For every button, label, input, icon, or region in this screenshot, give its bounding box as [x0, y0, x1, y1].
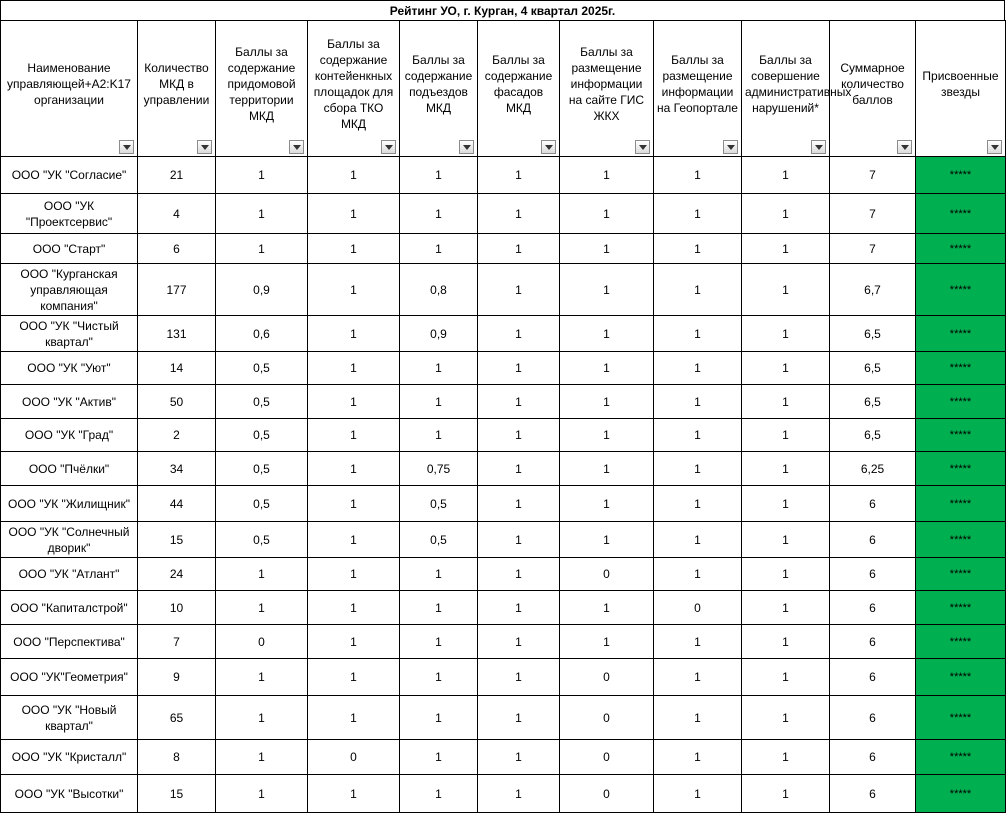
filter-dropdown-icon[interactable]: [897, 140, 912, 154]
cell-violations-score[interactable]: 1: [742, 522, 830, 558]
table-row: [1, 264, 1006, 316]
cell-facade-score[interactable]: 1: [478, 522, 560, 558]
cell-entrance-score[interactable]: 1: [400, 157, 478, 194]
cell-geoportal-score[interactable]: 1: [654, 775, 742, 813]
cell-gis-score[interactable]: 1: [560, 194, 654, 234]
cell-gis-score[interactable]: 1: [560, 157, 654, 194]
cell-container-score[interactable]: 1: [308, 264, 400, 316]
cell-total-score[interactable]: 6: [830, 696, 916, 740]
cell-yard-score[interactable]: 1: [216, 194, 308, 234]
filter-dropdown-icon[interactable]: [635, 140, 650, 154]
table-body: [1, 157, 1006, 813]
cell-total-score[interactable]: 6: [830, 625, 916, 659]
table-row: [1, 385, 1006, 419]
cell-stars[interactable]: *****: [916, 775, 1006, 813]
cell-entrance-score[interactable]: 1: [400, 696, 478, 740]
table-row: [1, 352, 1006, 385]
table-row: [1, 486, 1006, 522]
cell-stars[interactable]: *****: [916, 452, 1006, 486]
cell-yard-score[interactable]: 0,6: [216, 316, 308, 352]
cell-mkd-count[interactable]: 10: [138, 591, 216, 625]
cell-stars[interactable]: *****: [916, 316, 1006, 352]
filter-dropdown-icon[interactable]: [541, 140, 556, 154]
header-label: Баллы за размещение информации на Геопортале: [657, 52, 738, 115]
cell-mkd-count[interactable]: 44: [138, 486, 216, 522]
cell-geoportal-score[interactable]: 1: [654, 194, 742, 234]
filter-dropdown-icon[interactable]: [723, 140, 738, 154]
cell-yard-score[interactable]: 1: [216, 234, 308, 264]
cell-org-name[interactable]: ООО "Перспектива": [1, 625, 138, 659]
cell-container-score[interactable]: 1: [308, 385, 400, 419]
cell-gis-score[interactable]: 0: [560, 775, 654, 813]
cell-org-name[interactable]: ООО "Пчёлки": [1, 452, 138, 486]
cell-violations-score[interactable]: 1: [742, 740, 830, 775]
cell-geoportal-score[interactable]: 1: [654, 452, 742, 486]
cell-org-name[interactable]: ООО "УК "Жилищник": [1, 486, 138, 522]
cell-geoportal-score[interactable]: 1: [654, 558, 742, 591]
cell-violations-score[interactable]: 1: [742, 316, 830, 352]
cell-mkd-count[interactable]: 21: [138, 157, 216, 194]
cell-stars[interactable]: *****: [916, 264, 1006, 316]
cell-org-name[interactable]: ООО "УК"Геометрия": [1, 659, 138, 696]
table-row: [1, 659, 1006, 696]
cell-entrance-score[interactable]: 1: [400, 591, 478, 625]
cell-entrance-score[interactable]: 1: [400, 234, 478, 264]
cell-violations-score[interactable]: 1: [742, 419, 830, 452]
header-label: Баллы за содержание фасадов МКД: [484, 52, 553, 115]
cell-org-name[interactable]: ООО "УК "Проектсервис": [1, 194, 138, 234]
table-row: [1, 316, 1006, 352]
cell-stars[interactable]: *****: [916, 157, 1006, 194]
header-container-score: [308, 21, 400, 157]
cell-geoportal-score[interactable]: 1: [654, 740, 742, 775]
cell-violations-score[interactable]: 1: [742, 625, 830, 659]
cell-entrance-score[interactable]: 1: [400, 194, 478, 234]
cell-geoportal-score[interactable]: 1: [654, 352, 742, 385]
header-label: Баллы за содержание подъездов МКД: [404, 52, 473, 115]
cell-org-name[interactable]: ООО "УК "Высотки": [1, 775, 138, 813]
cell-container-score[interactable]: 1: [308, 522, 400, 558]
cell-total-score[interactable]: 6: [830, 558, 916, 591]
cell-entrance-score[interactable]: 0,5: [400, 486, 478, 522]
cell-geoportal-score[interactable]: 1: [654, 486, 742, 522]
cell-yard-score[interactable]: 0,5: [216, 385, 308, 419]
cell-gis-score[interactable]: 1: [560, 352, 654, 385]
cell-gis-score[interactable]: 1: [560, 486, 654, 522]
filter-dropdown-icon[interactable]: [197, 140, 212, 154]
cell-facade-score[interactable]: 1: [478, 740, 560, 775]
cell-facade-score[interactable]: 1: [478, 194, 560, 234]
filter-dropdown-icon[interactable]: [381, 140, 396, 154]
cell-mkd-count[interactable]: 65: [138, 696, 216, 740]
cell-yard-score[interactable]: 1: [216, 740, 308, 775]
cell-facade-score[interactable]: 1: [478, 625, 560, 659]
cell-facade-score[interactable]: 1: [478, 558, 560, 591]
header-label: Баллы за размещение информации на сайте ГИС ЖКХ: [568, 44, 645, 123]
cell-violations-score[interactable]: 1: [742, 264, 830, 316]
cell-total-score[interactable]: 6: [830, 522, 916, 558]
table-row: [1, 522, 1006, 558]
table-row: [1, 558, 1006, 591]
cell-geoportal-score[interactable]: 1: [654, 522, 742, 558]
table-row: [1, 234, 1006, 264]
cell-total-score[interactable]: 6,5: [830, 316, 916, 352]
cell-violations-score[interactable]: 1: [742, 486, 830, 522]
cell-gis-score[interactable]: 1: [560, 234, 654, 264]
cell-container-score[interactable]: 1: [308, 558, 400, 591]
cell-yard-score[interactable]: 1: [216, 659, 308, 696]
header-label: Баллы за совершение административных нарушений*: [745, 52, 852, 115]
cell-org-name[interactable]: ООО "УК "Атлант": [1, 558, 138, 591]
cell-yard-score[interactable]: 0,5: [216, 352, 308, 385]
cell-stars[interactable]: *****: [916, 659, 1006, 696]
table-row: [1, 419, 1006, 452]
cell-facade-score[interactable]: 1: [478, 419, 560, 452]
cell-violations-score[interactable]: 1: [742, 157, 830, 194]
cell-total-score[interactable]: 6: [830, 740, 916, 775]
cell-org-name[interactable]: ООО "УК "Согласие": [1, 157, 138, 194]
cell-entrance-score[interactable]: 0,5: [400, 522, 478, 558]
header-row: [1, 21, 1006, 157]
cell-org-name[interactable]: ООО "УК "Солнечный дворик": [1, 522, 138, 558]
cell-mkd-count[interactable]: 2: [138, 419, 216, 452]
header-label: Баллы за содержание контейенкных площадок для сбора ТКО МКД: [313, 36, 394, 131]
cell-mkd-count[interactable]: 15: [138, 775, 216, 813]
cell-org-name[interactable]: ООО "Старт": [1, 234, 138, 264]
cell-mkd-count[interactable]: 131: [138, 316, 216, 352]
cell-facade-score[interactable]: 1: [478, 264, 560, 316]
cell-stars[interactable]: *****: [916, 234, 1006, 264]
cell-geoportal-score[interactable]: 1: [654, 234, 742, 264]
header-gis-score: [560, 21, 654, 157]
header-label: Количество МКД в управлении: [143, 60, 210, 107]
cell-entrance-score[interactable]: 1: [400, 625, 478, 659]
cell-violations-score[interactable]: 1: [742, 352, 830, 385]
cell-geoportal-score[interactable]: 1: [654, 696, 742, 740]
sheet-title: Рейтинг УО, г. Курган, 4 квартал 2025г.: [0, 0, 1005, 20]
cell-entrance-score[interactable]: 1: [400, 419, 478, 452]
cell-gis-score[interactable]: 1: [560, 316, 654, 352]
cell-geoportal-score[interactable]: 1: [654, 625, 742, 659]
cell-violations-score[interactable]: 1: [742, 696, 830, 740]
cell-gis-score[interactable]: 1: [560, 625, 654, 659]
cell-total-score[interactable]: 6,7: [830, 264, 916, 316]
cell-org-name[interactable]: ООО "УК "Град": [1, 419, 138, 452]
header-label: Наименование управляющей+A2:K17 организации: [7, 60, 131, 107]
cell-stars[interactable]: *****: [916, 740, 1006, 775]
cell-yard-score[interactable]: 1: [216, 157, 308, 194]
cell-facade-score[interactable]: 1: [478, 385, 560, 419]
cell-violations-score[interactable]: 1: [742, 234, 830, 264]
cell-stars[interactable]: *****: [916, 352, 1006, 385]
filter-dropdown-icon[interactable]: [811, 140, 826, 154]
cell-gis-score[interactable]: 0: [560, 558, 654, 591]
cell-container-score[interactable]: 1: [308, 591, 400, 625]
cell-entrance-score[interactable]: 1: [400, 740, 478, 775]
cell-container-score[interactable]: 1: [308, 234, 400, 264]
cell-container-score[interactable]: 1: [308, 419, 400, 452]
cell-yard-score[interactable]: 0,5: [216, 452, 308, 486]
header-violations-score: [742, 21, 852, 157]
cell-org-name[interactable]: ООО "Курганская управляющая компания": [1, 264, 138, 316]
cell-geoportal-score[interactable]: 1: [654, 157, 742, 194]
filter-dropdown-icon[interactable]: [459, 140, 474, 154]
cell-yard-score[interactable]: 0,5: [216, 522, 308, 558]
cell-container-score[interactable]: 1: [308, 452, 400, 486]
cell-container-score[interactable]: 1: [308, 352, 400, 385]
cell-org-name[interactable]: ООО "УК "Уют": [1, 352, 138, 385]
cell-yard-score[interactable]: 1: [216, 558, 308, 591]
cell-facade-score[interactable]: 1: [478, 157, 560, 194]
filter-dropdown-icon[interactable]: [119, 140, 134, 154]
cell-entrance-score[interactable]: 1: [400, 775, 478, 813]
cell-stars[interactable]: *****: [916, 558, 1006, 591]
cell-violations-score[interactable]: 1: [742, 659, 830, 696]
cell-mkd-count[interactable]: 9: [138, 659, 216, 696]
header-label: Баллы за содержание придомовой территории МКД: [227, 44, 296, 123]
cell-org-name[interactable]: ООО "УК "Новый квартал": [1, 696, 138, 740]
table-row: [1, 625, 1006, 659]
cell-gis-score[interactable]: 1: [560, 591, 654, 625]
cell-facade-score[interactable]: 1: [478, 775, 560, 813]
cell-container-score[interactable]: 1: [308, 659, 400, 696]
cell-geoportal-score[interactable]: 1: [654, 419, 742, 452]
cell-container-score[interactable]: 1: [308, 194, 400, 234]
cell-org-name[interactable]: ООО "УК "Актив": [1, 385, 138, 419]
filter-dropdown-icon[interactable]: [289, 140, 304, 154]
table-row: [1, 157, 1006, 194]
cell-org-name[interactable]: ООО "УК "Чистый квартал": [1, 316, 138, 352]
cell-container-score[interactable]: 0: [308, 740, 400, 775]
table-row: [1, 591, 1006, 625]
cell-container-score[interactable]: 1: [308, 316, 400, 352]
cell-mkd-count[interactable]: 15: [138, 522, 216, 558]
cell-mkd-count[interactable]: 24: [138, 558, 216, 591]
header-yard-score: [216, 21, 308, 157]
cell-total-score[interactable]: 6,25: [830, 452, 916, 486]
header-facade-score: [478, 21, 560, 157]
cell-gis-score[interactable]: 1: [560, 385, 654, 419]
header-total-score: [830, 21, 916, 157]
cell-facade-score[interactable]: 1: [478, 234, 560, 264]
cell-yard-score[interactable]: 0: [216, 625, 308, 659]
cell-org-name[interactable]: ООО "Капиталстрой": [1, 591, 138, 625]
cell-yard-score[interactable]: 0,5: [216, 486, 308, 522]
cell-stars[interactable]: *****: [916, 194, 1006, 234]
header-entrance-score: [400, 21, 478, 157]
cell-stars[interactable]: *****: [916, 696, 1006, 740]
cell-yard-score[interactable]: 1: [216, 591, 308, 625]
header-org-name: [1, 21, 138, 157]
cell-total-score[interactable]: 6: [830, 486, 916, 522]
cell-container-score[interactable]: 1: [308, 625, 400, 659]
header-geoportal-score: [654, 21, 742, 157]
cell-stars[interactable]: *****: [916, 486, 1006, 522]
table-row: [1, 775, 1006, 813]
cell-geoportal-score[interactable]: 0: [654, 591, 742, 625]
cell-mkd-count[interactable]: 4: [138, 194, 216, 234]
cell-violations-score[interactable]: 1: [742, 775, 830, 813]
cell-gis-score[interactable]: 0: [560, 740, 654, 775]
cell-mkd-count[interactable]: 14: [138, 352, 216, 385]
cell-facade-score[interactable]: 1: [478, 659, 560, 696]
cell-facade-score[interactable]: 1: [478, 352, 560, 385]
cell-geoportal-score[interactable]: 1: [654, 659, 742, 696]
cell-total-score[interactable]: 6: [830, 775, 916, 813]
cell-stars[interactable]: *****: [916, 385, 1006, 419]
cell-total-score[interactable]: 7: [830, 194, 916, 234]
cell-total-score[interactable]: 7: [830, 157, 916, 194]
cell-violations-score[interactable]: 1: [742, 194, 830, 234]
cell-geoportal-score[interactable]: 1: [654, 316, 742, 352]
cell-mkd-count[interactable]: 6: [138, 234, 216, 264]
cell-total-score[interactable]: 6,5: [830, 419, 916, 452]
cell-mkd-count[interactable]: 7: [138, 625, 216, 659]
cell-entrance-score[interactable]: 1: [400, 558, 478, 591]
cell-violations-score[interactable]: 1: [742, 558, 830, 591]
rating-table: [0, 20, 1006, 813]
cell-mkd-count[interactable]: 8: [138, 740, 216, 775]
header-stars: [916, 21, 1006, 157]
cell-yard-score[interactable]: 1: [216, 696, 308, 740]
cell-org-name[interactable]: ООО "УК "Кристалл": [1, 740, 138, 775]
cell-facade-score[interactable]: 1: [478, 591, 560, 625]
cell-violations-score[interactable]: 1: [742, 452, 830, 486]
cell-container-score[interactable]: 1: [308, 696, 400, 740]
cell-yard-score[interactable]: 0,9: [216, 264, 308, 316]
cell-entrance-score[interactable]: 0,75: [400, 452, 478, 486]
filter-dropdown-icon[interactable]: [987, 140, 1002, 154]
cell-geoportal-score[interactable]: 1: [654, 264, 742, 316]
cell-gis-score[interactable]: 0: [560, 696, 654, 740]
cell-entrance-score[interactable]: 1: [400, 352, 478, 385]
cell-stars[interactable]: *****: [916, 419, 1006, 452]
cell-gis-score[interactable]: 1: [560, 419, 654, 452]
cell-facade-score[interactable]: 1: [478, 486, 560, 522]
cell-total-score[interactable]: 6: [830, 591, 916, 625]
cell-mkd-count[interactable]: 34: [138, 452, 216, 486]
cell-total-score[interactable]: 6,5: [830, 352, 916, 385]
table-row: [1, 194, 1006, 234]
cell-total-score[interactable]: 6,5: [830, 385, 916, 419]
cell-container-score[interactable]: 1: [308, 157, 400, 194]
cell-entrance-score[interactable]: 0,8: [400, 264, 478, 316]
cell-entrance-score[interactable]: 0,9: [400, 316, 478, 352]
cell-entrance-score[interactable]: 1: [400, 659, 478, 696]
cell-yard-score[interactable]: 0,5: [216, 419, 308, 452]
cell-facade-score[interactable]: 1: [478, 452, 560, 486]
cell-gis-score[interactable]: 1: [560, 452, 654, 486]
cell-violations-score[interactable]: 1: [742, 385, 830, 419]
cell-facade-score[interactable]: 1: [478, 316, 560, 352]
table-row: [1, 740, 1006, 775]
cell-gis-score[interactable]: 1: [560, 522, 654, 558]
cell-stars[interactable]: *****: [916, 625, 1006, 659]
header-label: Присвоенные звезды: [922, 68, 999, 99]
cell-yard-score[interactable]: 1: [216, 775, 308, 813]
header-label: Суммарное количество баллов: [840, 60, 905, 107]
cell-gis-score[interactable]: 0: [560, 659, 654, 696]
cell-entrance-score[interactable]: 1: [400, 385, 478, 419]
cell-geoportal-score[interactable]: 1: [654, 385, 742, 419]
cell-facade-score[interactable]: 1: [478, 696, 560, 740]
header-mkd-count: [138, 21, 216, 157]
cell-violations-score[interactable]: 1: [742, 591, 830, 625]
cell-gis-score[interactable]: 1: [560, 264, 654, 316]
cell-mkd-count[interactable]: 50: [138, 385, 216, 419]
cell-stars[interactable]: *****: [916, 522, 1006, 558]
cell-container-score[interactable]: 1: [308, 486, 400, 522]
cell-stars[interactable]: *****: [916, 591, 1006, 625]
table-row: [1, 696, 1006, 740]
cell-total-score[interactable]: 7: [830, 234, 916, 264]
cell-mkd-count[interactable]: 177: [138, 264, 216, 316]
table-row: [1, 452, 1006, 486]
cell-container-score[interactable]: 1: [308, 775, 400, 813]
cell-total-score[interactable]: 6: [830, 659, 916, 696]
